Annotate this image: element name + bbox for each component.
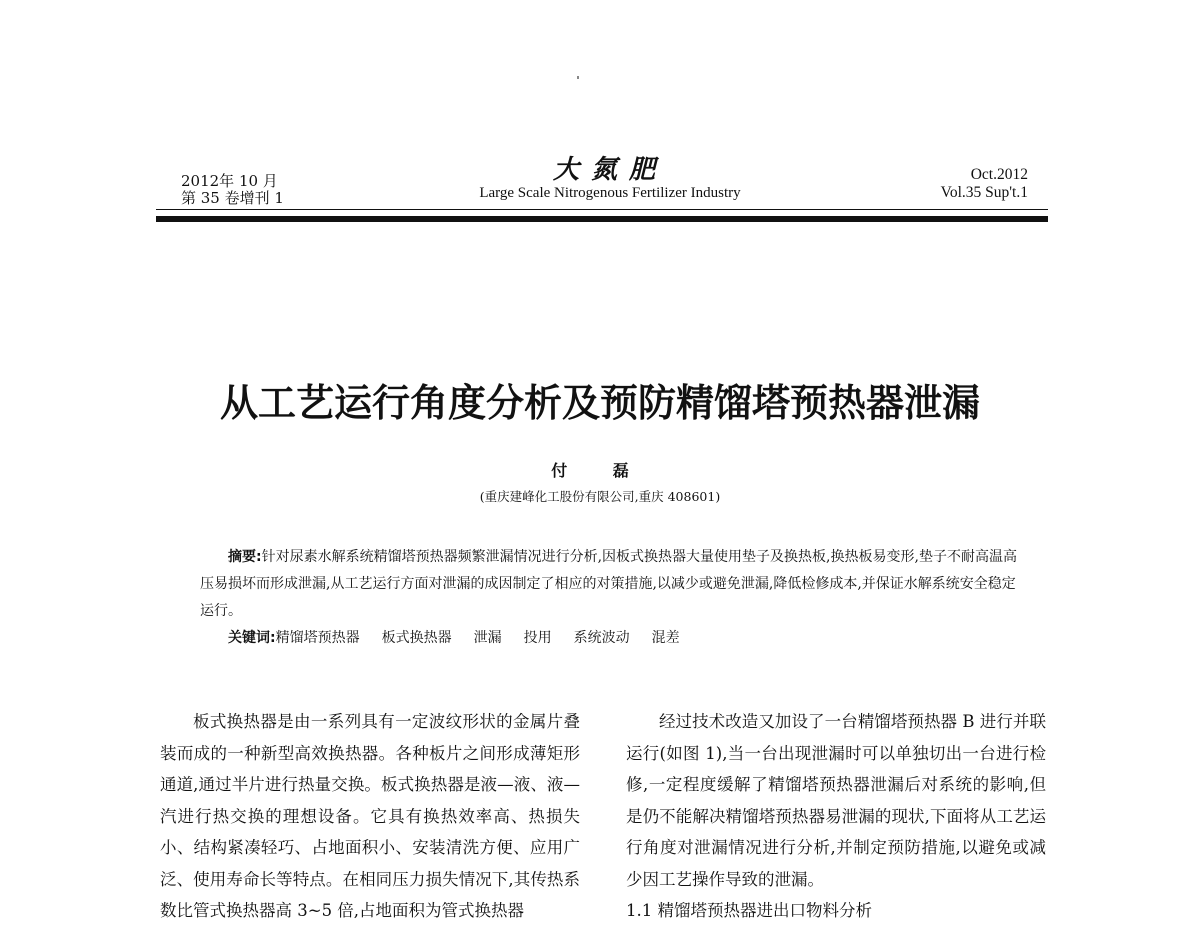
- article-title: 从工艺运行角度分析及预防精馏塔预热器泄漏: [219, 381, 980, 425]
- header-rule-thick: [156, 216, 1048, 222]
- journal-name-en: Large Scale Nitrogenous Fertilizer Industry: [479, 185, 741, 201]
- header-date-en: Oct.2012: [970, 166, 1028, 183]
- header-volume-cn: 第 35 卷增刊 1: [181, 189, 284, 207]
- header-issue-info-cn: [181, 173, 284, 207]
- keyword: 投用: [523, 630, 552, 646]
- body-column-right: [626, 706, 1046, 927]
- keywords: [200, 625, 1020, 652]
- keyword: 板式换热器: [381, 630, 452, 646]
- abstract-label: 摘要:: [228, 549, 262, 565]
- keyword: 混差: [651, 630, 680, 646]
- keyword: 系统波动: [573, 630, 630, 646]
- header-issue-info-en: [941, 166, 1028, 202]
- header-date-cn: 2012年 10 月: [181, 172, 278, 190]
- abstract: [200, 544, 1020, 625]
- journal-logo: 大氮肥: [552, 155, 667, 185]
- body-paragraph: 板式换热器是由一系列具有一定波纹形状的金属片叠装而成的一种新型高效换热器。各种板片之间形成薄矩形通道,通过半片进行热量交换。板式换热器是液—液、液—汽进行热交换的理想设备。它具有换热效率高、热损失小、结构紧凑轻巧、占地面积小、安装清洗方便、应用广泛、使用寿命长等特点。在相同压力损失情况下,其传热系数比管式换热器高 3~5 倍,占地面积为管式换热器: [160, 712, 580, 920]
- author-affiliation: (重庆建峰化工股份有限公司,重庆 408601): [479, 489, 721, 504]
- body-paragraph: 经过技术改造又加设了一台精馏塔预热器 B 进行并联运行(如图 1),当一台出现泄漏时可以单独切出一台进行检修,一定程度缓解了精馏塔预热器泄漏后对系统的影响,但是仍不能解决精馏塔预热器易泄漏的现状,下面将从工艺运行角度对泄漏情况进行分析,并制定预防措施,以避免或减少因工艺操作导致的泄漏。: [626, 712, 1046, 889]
- keyword: 泄漏: [473, 630, 502, 646]
- body-column-left: [160, 706, 580, 927]
- keywords-label: 关键词:: [228, 630, 276, 646]
- article-author: 付 磊: [551, 461, 649, 480]
- section-heading: 1.1 精馏塔预热器进出口物料分析: [626, 901, 872, 920]
- keyword: 精馏塔预热器: [275, 630, 360, 646]
- header-volume-en: Vol.35 Sup't.1: [940, 184, 1028, 201]
- scan-speck: [577, 76, 579, 79]
- journal-masthead: [440, 156, 780, 202]
- abstract-text: 针对尿素水解系统精馏塔预热器频繁泄漏情况进行分析,因板式换热器大量使用垫子及换热板,换热板易变形,垫子不耐高温高压易损坏而形成泄漏,从工艺运行方面对泄漏的成因制定了相应的对策措施,以减少或避免泄漏,降低检修成本,并保证水解系统安全稳定运行。: [200, 549, 1017, 619]
- header-rule-thin: [156, 209, 1048, 210]
- abstract-block: [200, 544, 1020, 652]
